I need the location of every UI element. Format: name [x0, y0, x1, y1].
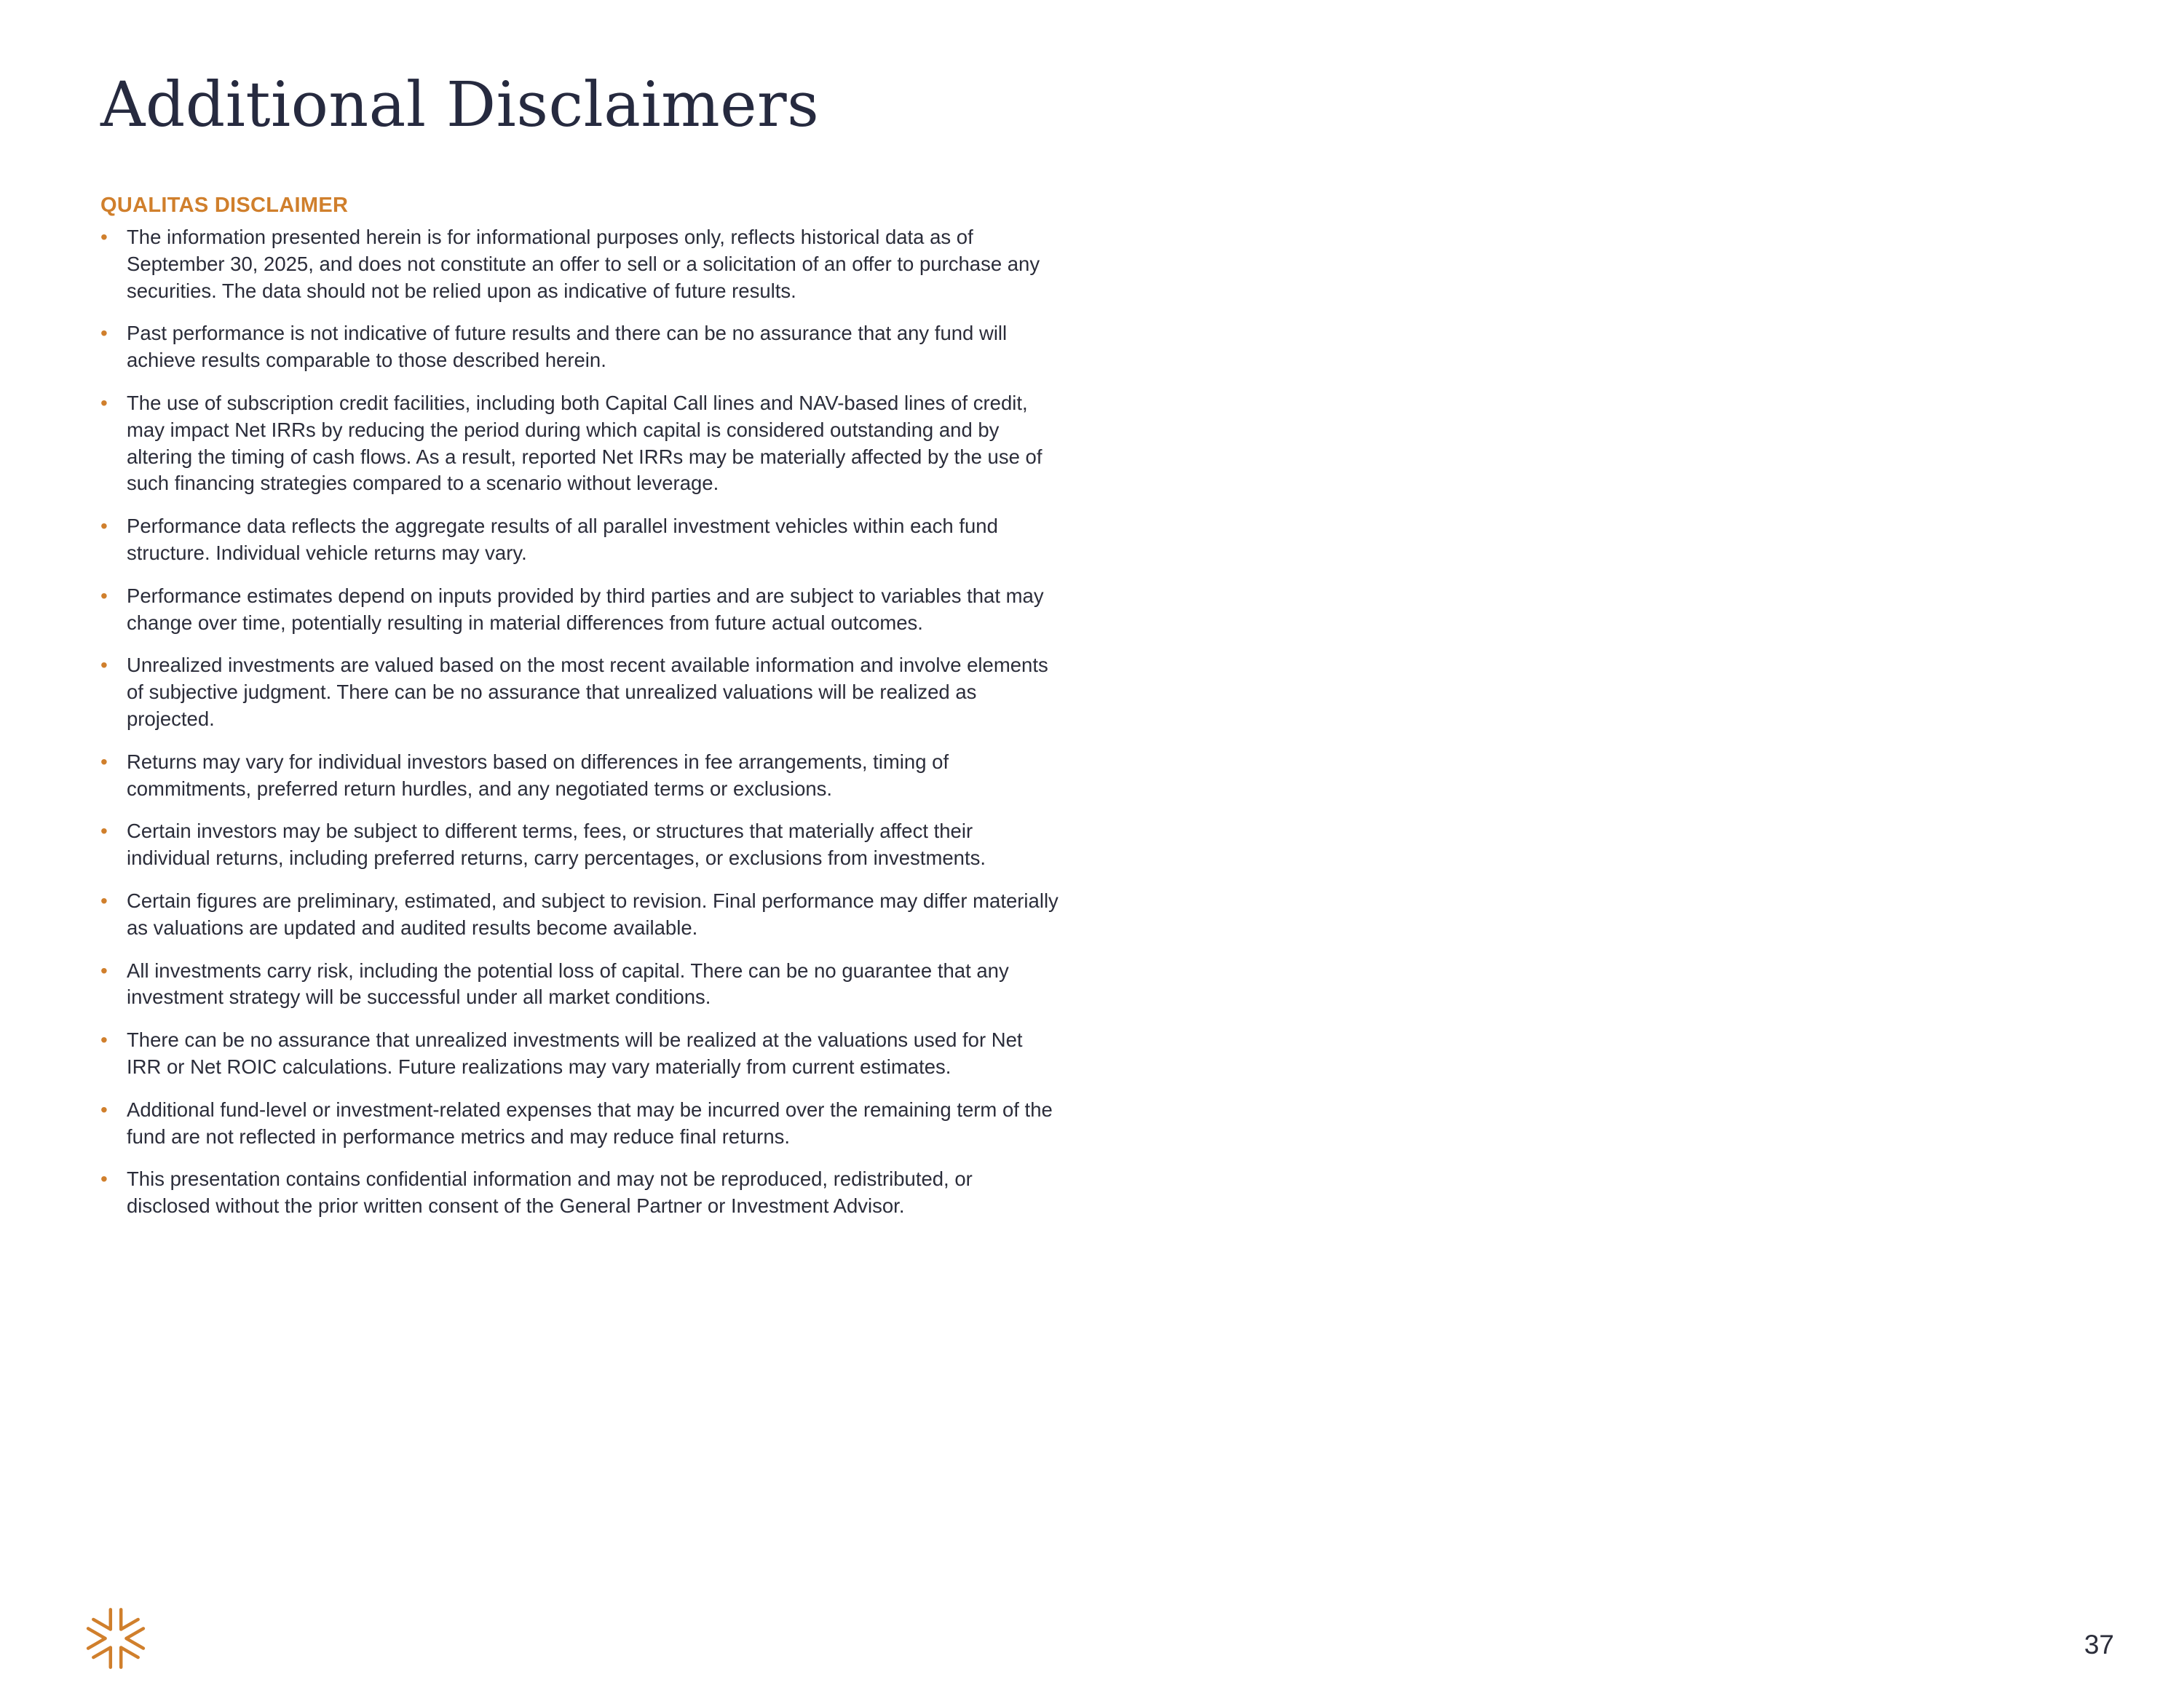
bullet-icon: •	[100, 959, 108, 982]
starburst-logo-icon	[83, 1606, 149, 1671]
disclaimer-text: This presentation contains confidential information and may not be reproduced, redistributed, or disclosed without the prior written consent of the General Partner or Investment Advisor.	[127, 1167, 973, 1218]
disclaimer-item	[100, 818, 1061, 872]
disclaimer-item	[100, 583, 1061, 637]
bullet-icon: •	[100, 889, 108, 912]
disclaimer-item	[100, 958, 1061, 1012]
bullet-icon: •	[100, 1098, 108, 1121]
bullet-icon: •	[100, 1028, 108, 1052]
page-title: Additional Disclaimers	[100, 69, 820, 141]
disclaimer-item	[100, 888, 1061, 942]
bullet-icon: •	[100, 820, 108, 843]
bullet-icon: •	[100, 584, 108, 607]
disclaimer-item	[100, 1166, 1061, 1220]
bullet-icon: •	[100, 391, 108, 414]
disclaimer-text: Additional fund-level or investment-related expenses that may be incurred over the remaining term of the fund are not reflected in performance metrics and may reduce final returns.	[127, 1098, 1053, 1148]
bullet-icon: •	[100, 322, 108, 345]
disclaimer-text: The use of subscription credit facilities, including both Capital Call lines and NAV-based lines of credit, may impact Net IRRs by reducing the period during which capital is considered outstanding and by altering the timing of cash flows. As a result, reported Net IRRs may be materially affected by the use of such financing strategies compared to a scenario without leverage.	[127, 391, 1042, 495]
bullet-icon: •	[100, 1167, 108, 1191]
qualitas-disclaimer-section	[100, 191, 1061, 1236]
bullet-icon: •	[100, 515, 108, 538]
disclaimer-item	[100, 652, 1061, 732]
disclaimer-text: Performance data reflects the aggregate results of all parallel investment vehicles within each fund structure. Individual vehicle returns may vary.	[127, 515, 998, 564]
disclaimer-text: There can be no assurance that unrealized investments will be realized at the valuations used for Net IRR or Net ROIC calculations. Future realizations may vary materially from current estimates.	[127, 1028, 1023, 1078]
page-number: 37	[2084, 1630, 2114, 1660]
disclaimer-item	[100, 320, 1061, 374]
bullet-icon: •	[100, 750, 108, 773]
disclaimer-item	[100, 1097, 1061, 1151]
disclaimer-text: Certain figures are preliminary, estimated, and subject to revision. Final performance may differ materially as valuations are updated and audited results become available.	[127, 889, 1059, 939]
disclaimer-text: All investments carry risk, including the potential loss of capital. There can be no guarantee that any investment strategy will be successful under all market conditions.	[127, 959, 1009, 1009]
disclaimer-item	[100, 1027, 1061, 1081]
starburst-logo-svg	[83, 1606, 149, 1671]
section-heading: QUALITAS DISCLAIMER	[100, 194, 349, 217]
disclaimer-list	[100, 224, 1061, 1220]
disclaimer-text: Unrealized investments are valued based on the most recent available information and involve elements of subjective judgment. There can be no assurance that unrealized valuations will be realized as projected.	[127, 654, 1048, 730]
disclaimer-text: Past performance is not indicative of future results and there can be no assurance that any fund will achieve results comparable to those described herein.	[127, 322, 1008, 372]
disclaimer-text: Certain investors may be subject to different terms, fees, or structures that materially affect their individual returns, including preferred returns, carry percentages, or exclusions from investments.	[127, 820, 986, 870]
disclaimer-text: Performance estimates depend on inputs provided by third parties and are subject to variables that may change over time, potentially resulting in material differences from future actual outcomes.	[127, 584, 1044, 634]
disclaimer-item	[100, 749, 1061, 803]
disclaimer-item	[100, 513, 1061, 567]
disclaimer-text: The information presented herein is for informational purposes only, reflects historical data as of September 30, 2025, and does not constitute an offer to sell or a solicitation of an offer to purchase any securities. The data should not be relied upon as indicative of future results.	[127, 226, 1040, 302]
bullet-icon: •	[100, 654, 108, 677]
bullet-icon: •	[100, 226, 108, 248]
disclaimer-text: Returns may vary for individual investors based on differences in fee arrangements, timing of commitments, preferred return hurdles, and any negotiated terms or exclusions.	[127, 750, 949, 800]
disclaimer-item	[100, 390, 1061, 497]
disclaimer-item	[100, 224, 1061, 304]
